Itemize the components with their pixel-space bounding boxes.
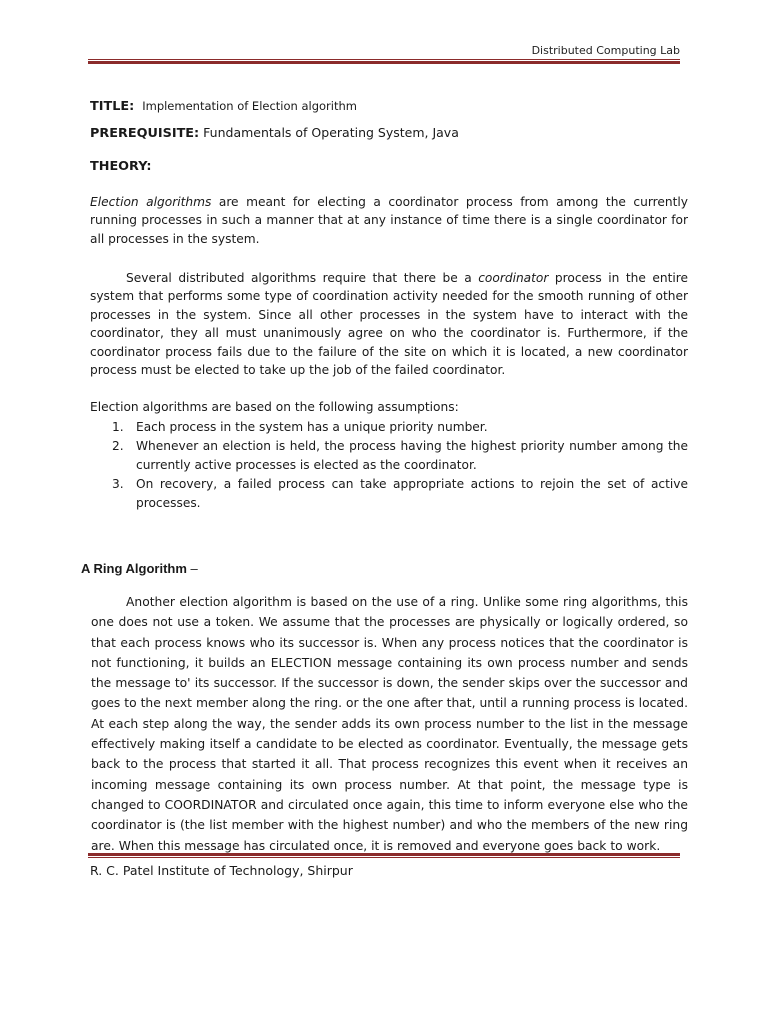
list-item <box>112 437 688 474</box>
list-item-number: 2. <box>112 439 124 454</box>
page-header: Distributed Computing Lab <box>531 44 680 57</box>
para2-italic: coordinator <box>478 271 549 285</box>
para2-after: process in the entire system that performs some type of coordination activity needed for the smooth running of other processes in the system. Since all other processes in the system have to interact with the coordinator, they all must unanimously agree on who the coordinator is. Furthermore, if the coordinator process fails due to the failure of the site on which it is located, a new coordinator process must be elected to take up the job of the failed coordinator. <box>90 271 688 378</box>
list-item-number: 3. <box>112 477 124 492</box>
header-rule <box>88 59 680 64</box>
prerequisite-line <box>90 125 459 141</box>
list-item <box>112 418 688 436</box>
ring-heading-dash: – <box>186 561 198 576</box>
footer-rule <box>88 852 680 858</box>
theory-label: THEORY: <box>90 159 152 174</box>
title-line <box>90 98 357 114</box>
list-item-text: Each process in the system has a unique priority number. <box>136 420 488 434</box>
list-item-text: On recovery, a failed process can take appropriate actions to rejoin the set of active processes. <box>136 477 688 510</box>
paragraph-coordinator <box>90 269 688 379</box>
prerequisite-value: Fundamentals of Operating System, Java <box>203 125 459 140</box>
theory-heading <box>90 155 152 174</box>
prerequisite-label: PREREQUISITE: <box>90 126 200 141</box>
title-label: TITLE: <box>90 99 135 114</box>
list-item <box>112 475 688 512</box>
para2-before: Several distributed algorithms require that there be a <box>126 271 479 285</box>
paragraph-ring-algorithm: Another election algorithm is based on the use of a ring. Unlike some ring algorithms, this one does not use a token. We assume that the processes are physically or logically ordered, so that each process knows who its successor is. When any process notices that the coordinator is not functioning, it builds an ELECTION message containing its own process number and sends the message to' its successor. If the successor is down, the sender skips over the successor and goes to the next member along the ring. or the one after that, until a running process is located. At each step along the way, the sender adds its own process number to the list in the message effectively making itself a candidate to be elected as coordinator. Eventually, the message gets back to the process that started it all. That process recognizes this event when it receives an incoming message containing its own process number. At that point, the message type is changed to COORDINATOR and circulated once again, this time to inform everyone else who the coordinator is (the list member with the highest number) and who the members of the new ring are. When this message has circulated once, it is removed and everyone goes back to work. <box>91 595 688 853</box>
list-item-number: 1. <box>112 420 124 434</box>
paragraph-election-definition <box>90 193 688 248</box>
ring-heading-text: A Ring Algorithm <box>81 561 187 576</box>
paragraph-assumptions-intro: Election algorithms are based on the following assumptions: <box>90 400 459 414</box>
para1-rest: are meant for electing a coordinator process from among the currently running processes in such a manner that at any instance of time there is a single coordinator for all processes in the system. <box>90 195 688 246</box>
assumptions-list <box>112 418 688 513</box>
para1-italic: Election algorithms <box>90 195 212 209</box>
list-item-text: Whenever an election is held, the process having the highest priority number among the currently active processes is elected as the coordinator. <box>136 439 688 472</box>
title-value: Implementation of Election algorithm <box>142 99 357 113</box>
page-footer: R. C. Patel Institute of Technology, Shirpur <box>90 863 353 878</box>
ring-algorithm-heading <box>81 561 198 576</box>
